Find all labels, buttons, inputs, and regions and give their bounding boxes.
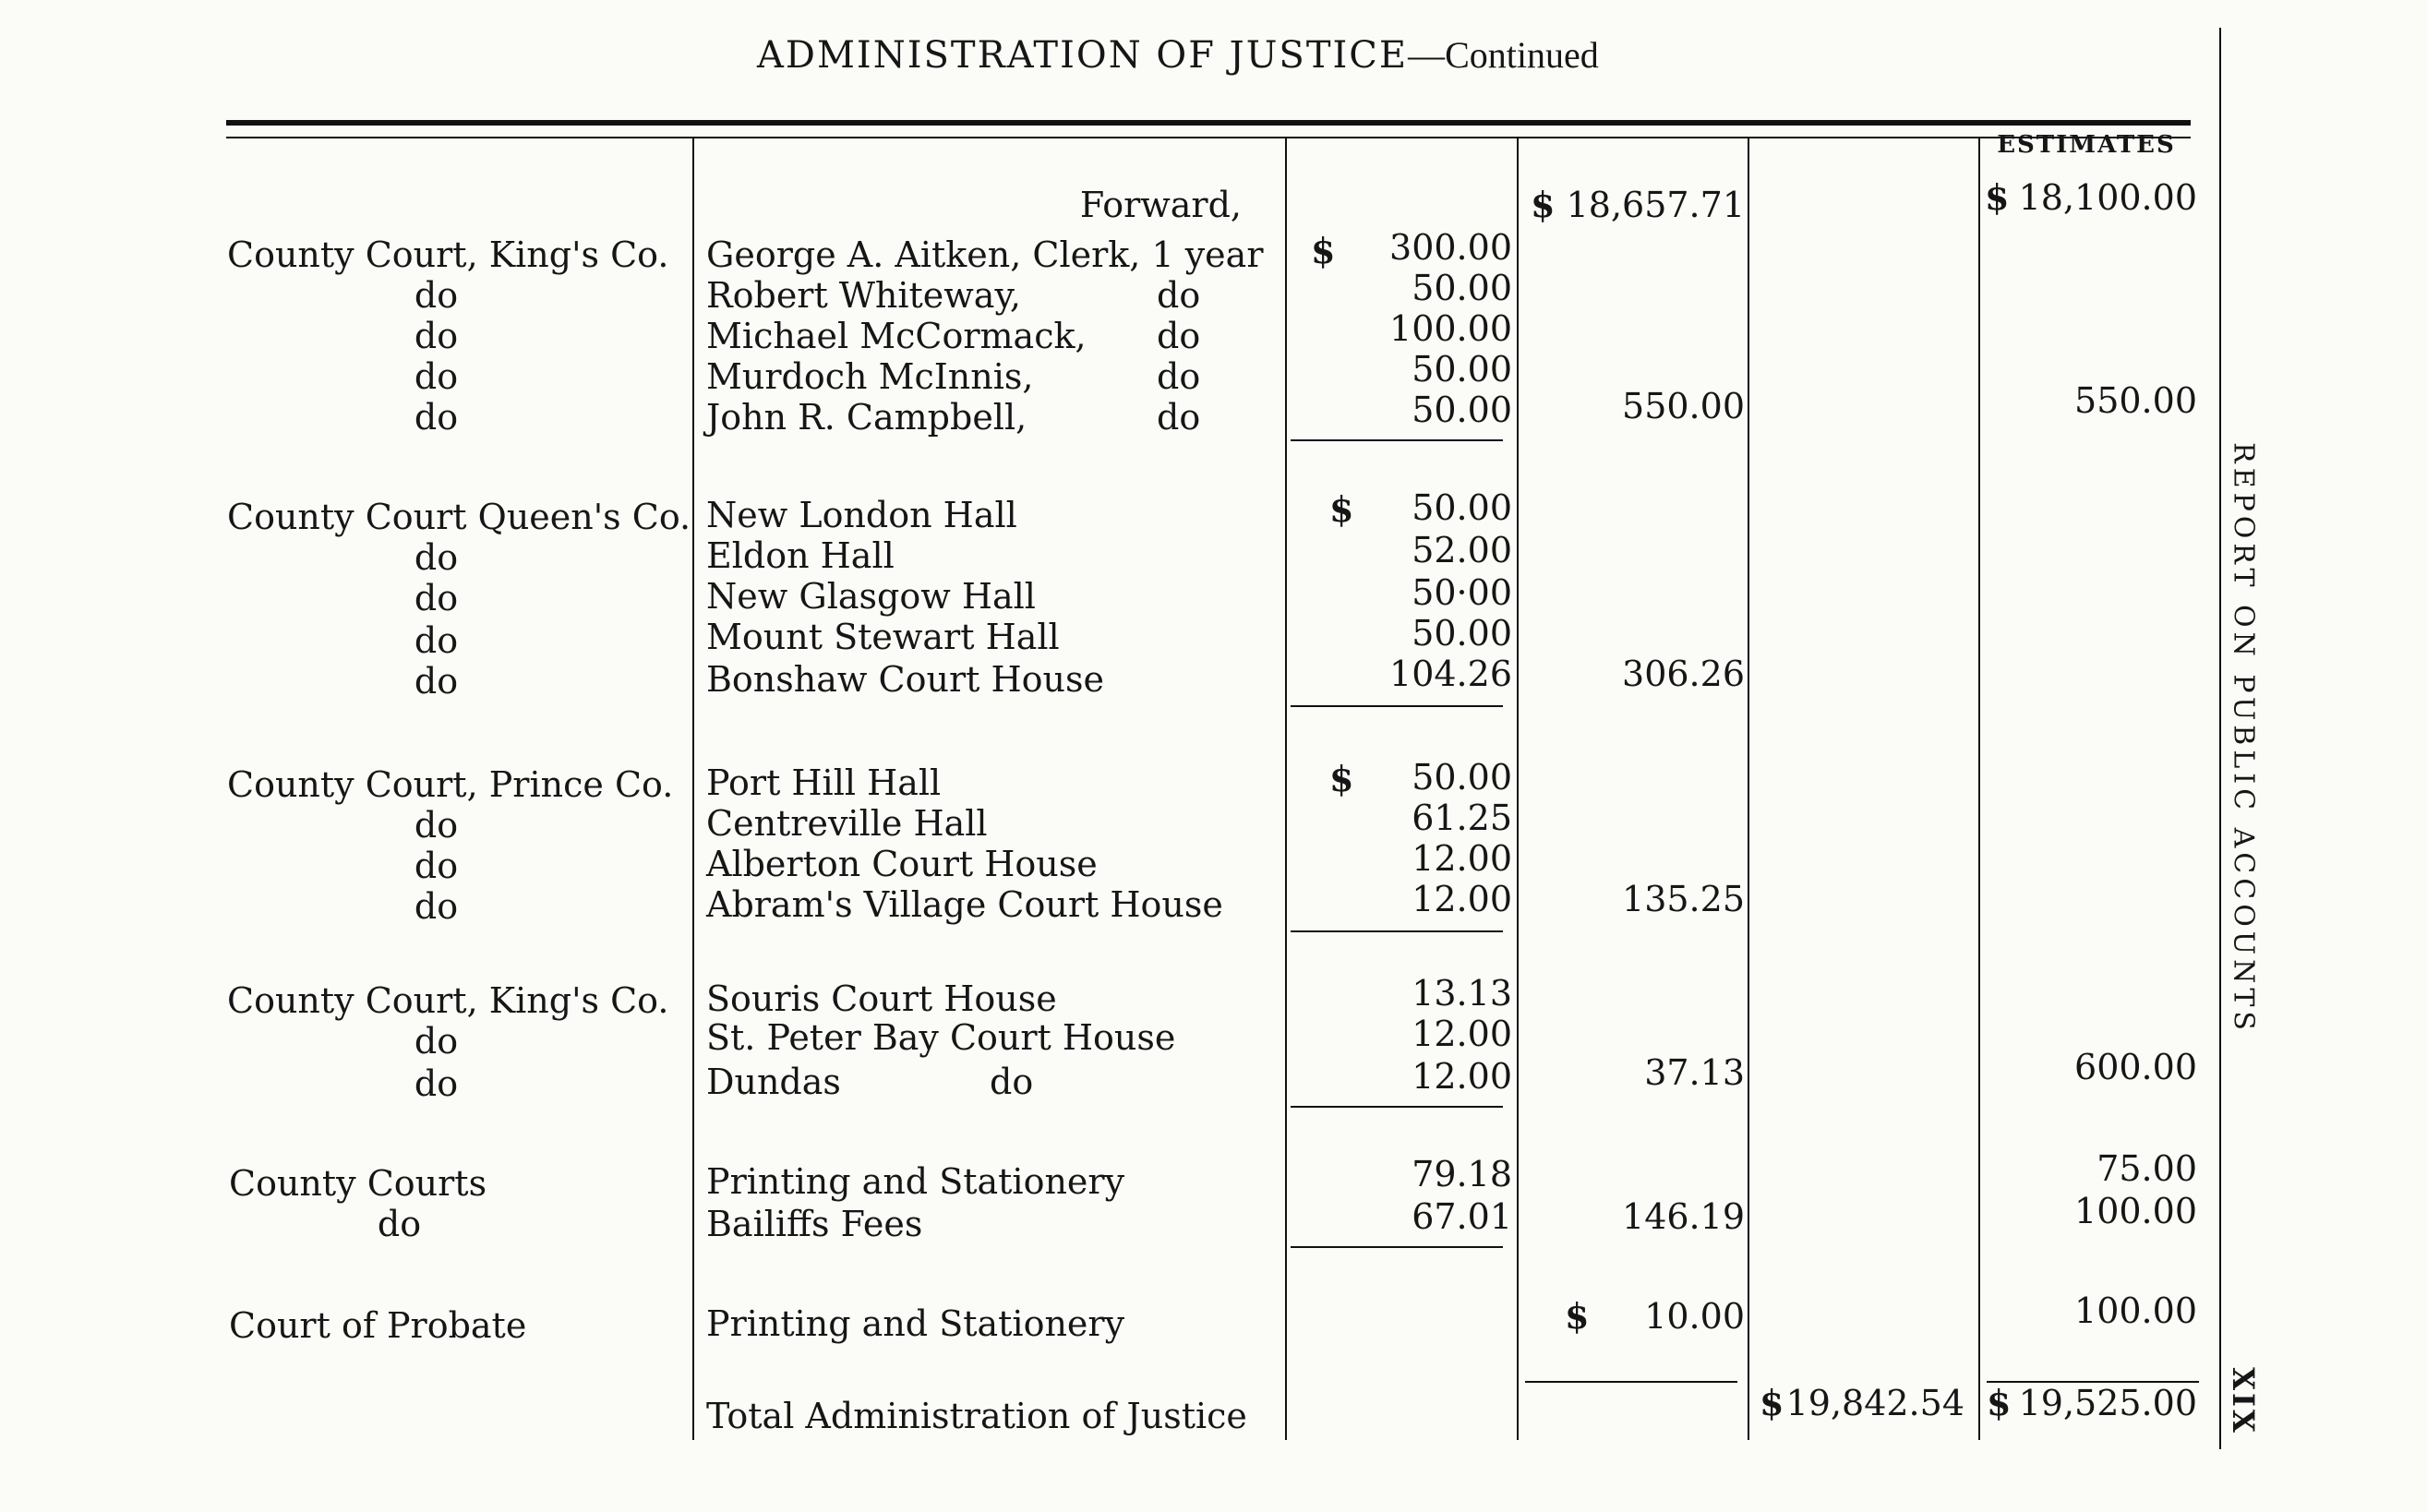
- item-ditto: do: [990, 1062, 1034, 1102]
- item-amount: 300.00: [1389, 227, 1512, 268]
- court-label: County Court Queen's Co.: [227, 497, 691, 537]
- court-label: do: [414, 805, 459, 846]
- item-label: Bailiffs Fees: [706, 1204, 923, 1244]
- page-title: ADMINISTRATION OF JUSTICE—Continued: [757, 34, 1599, 77]
- top-rule-thin: [226, 137, 2191, 138]
- group-total: 135.25: [1622, 879, 1745, 919]
- court-label: do: [414, 661, 459, 702]
- dollar-sign: $: [1987, 1382, 2012, 1423]
- dollar-sign: $: [1329, 488, 1354, 530]
- item-label: Port Hill Hall: [706, 762, 942, 803]
- item-amount: 50.00: [1412, 268, 1512, 308]
- item-label: Printing and Stationery: [706, 1303, 1125, 1344]
- page-number: XIX: [2226, 1367, 2261, 1435]
- forward-estimate: 18,100.00: [2018, 177, 2197, 218]
- item-amount: 67.01: [1412, 1196, 1512, 1237]
- row-estimate: 100.00: [2074, 1191, 2197, 1231]
- forward-label: Forward,: [1079, 185, 1242, 225]
- column-rule: [692, 138, 694, 1440]
- item-amount: 52.00: [1412, 530, 1512, 570]
- grand-total-estimate: 19,525.00: [2018, 1383, 2197, 1423]
- column-rule: [1748, 138, 1749, 1440]
- court-label: do: [414, 846, 459, 886]
- dollar-sign: $: [1329, 758, 1354, 799]
- item-amount: 50·00: [1412, 572, 1512, 613]
- item-amount: 13.13: [1412, 973, 1512, 1014]
- subtotal-rule: [1291, 705, 1503, 707]
- dollar-sign: $: [1760, 1382, 1784, 1423]
- item-label: Printing and Stationery: [706, 1161, 1125, 1202]
- court-label: do: [414, 578, 459, 618]
- item-label: Michael McCormack,: [706, 316, 1087, 356]
- court-label: do: [414, 1021, 459, 1062]
- subtotal-rule: [1291, 1106, 1503, 1108]
- court-label: do: [377, 1204, 422, 1244]
- group-total: 10.00: [1644, 1296, 1745, 1337]
- item-amount: 50.00: [1412, 613, 1512, 654]
- dollar-sign: $: [1311, 230, 1336, 271]
- court-label: do: [414, 316, 459, 356]
- item-amount: 12.00: [1412, 1056, 1512, 1097]
- estimates-header: ESTIMATES: [1997, 131, 2176, 159]
- grand-total-amount: 19,842.54: [1785, 1383, 1964, 1423]
- court-label: do: [414, 356, 459, 397]
- item-amount: 100.00: [1389, 308, 1512, 349]
- total-rule: [1525, 1381, 1737, 1383]
- item-label: Abram's Village Court House: [706, 884, 1223, 925]
- group-total: 146.19: [1622, 1196, 1745, 1237]
- court-label: County Court, King's Co.: [227, 234, 669, 275]
- forward-amount: 18,657.71: [1566, 185, 1745, 225]
- item-ditto: do: [1157, 356, 1201, 397]
- dollar-sign: $: [1565, 1295, 1590, 1337]
- court-label: do: [414, 537, 459, 578]
- court-label: Court of Probate: [229, 1305, 527, 1346]
- item-amount: 50.00: [1412, 757, 1512, 798]
- item-amount: 79.18: [1412, 1154, 1512, 1194]
- court-label: County Courts: [229, 1163, 487, 1204]
- item-amount: 50.00: [1412, 487, 1512, 528]
- item-ditto: do: [1157, 397, 1201, 438]
- item-label: Mount Stewart Hall: [706, 617, 1060, 657]
- item-label: St. Peter Bay Court House: [706, 1017, 1176, 1058]
- subtotal-rule: [1291, 930, 1503, 932]
- court-label: do: [414, 275, 459, 316]
- item-label: Murdoch McInnis,: [706, 356, 1034, 397]
- group-total: 550.00: [1622, 386, 1745, 426]
- running-head: REPORT ON PUBLIC ACCOUNTS: [2227, 442, 2260, 1035]
- item-amount: 50.00: [1412, 349, 1512, 390]
- item-label: Souris Court House: [706, 978, 1057, 1019]
- item-amount: 61.25: [1412, 798, 1512, 838]
- item-amount: 12.00: [1412, 1014, 1512, 1054]
- court-label: County Court, King's Co.: [227, 980, 669, 1021]
- item-label: Dundas: [706, 1062, 841, 1102]
- dollar-sign: $: [1985, 176, 2010, 218]
- item-amount: 50.00: [1412, 390, 1512, 430]
- item-label: New Glasgow Hall: [706, 576, 1036, 617]
- court-label: do: [414, 397, 459, 438]
- column-rule: [1285, 138, 1287, 1440]
- dollar-sign: $: [1531, 184, 1556, 225]
- court-label: do: [414, 1063, 459, 1104]
- item-amount: 12.00: [1412, 879, 1512, 919]
- top-rule-heavy: [226, 120, 2191, 126]
- grand-total-label: Total Administration of Justice: [706, 1396, 1247, 1436]
- item-label: Eldon Hall: [706, 535, 895, 576]
- item-label: George A. Aitken, Clerk, 1 year: [706, 234, 1264, 275]
- court-label: do: [414, 886, 459, 927]
- page-right-border: [2219, 28, 2221, 1449]
- item-ditto: do: [1157, 316, 1201, 356]
- item-amount: 12.00: [1412, 838, 1512, 879]
- item-label: Robert Whiteway,: [706, 275, 1021, 316]
- group-estimate: 550.00: [2074, 380, 2197, 421]
- group-estimate: 600.00: [2074, 1047, 2197, 1087]
- group-total: 306.26: [1622, 654, 1745, 694]
- item-label: John R. Campbell,: [706, 397, 1027, 438]
- subtotal-rule: [1291, 439, 1503, 441]
- item-label: Bonshaw Court House: [706, 659, 1104, 700]
- group-total: 37.13: [1644, 1052, 1745, 1093]
- court-label: County Court, Prince Co.: [227, 764, 674, 805]
- item-label: Alberton Court House: [706, 844, 1098, 884]
- item-label: Centreville Hall: [706, 803, 988, 844]
- court-label: do: [414, 620, 459, 661]
- subtotal-rule: [1291, 1246, 1503, 1248]
- item-label: New London Hall: [706, 495, 1017, 535]
- group-estimate: 100.00: [2074, 1290, 2197, 1331]
- column-rule: [1978, 138, 1980, 1440]
- column-rule: [1517, 138, 1519, 1440]
- row-estimate: 75.00: [2097, 1148, 2197, 1189]
- item-ditto: do: [1157, 275, 1201, 316]
- item-amount: 104.26: [1389, 654, 1512, 694]
